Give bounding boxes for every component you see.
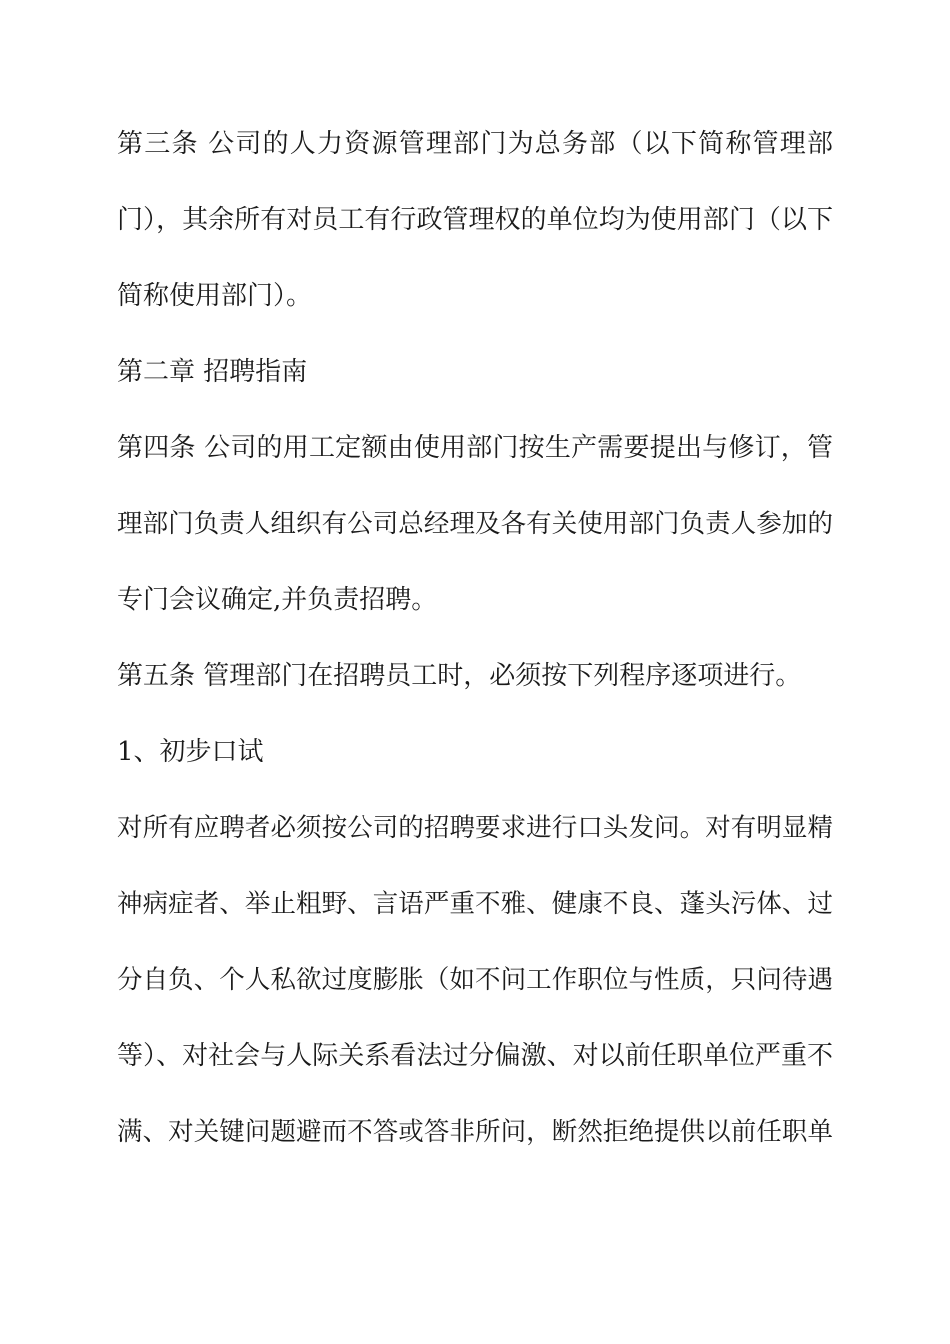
paragraph-line-interview-1: 对所有应聘者必须按公司的招聘要求进行口头发问。对有明显精 [117,813,833,843]
paragraph-line-interview-4: 等）、对社会与人际关系看法过分偏激、对以前任职单位严重不 [117,1041,833,1071]
paragraph-line-article5: 第五条 管理部门在招聘员工时，必须按下列程序逐项进行。 [117,661,802,691]
paragraph-line-article4-3: 专门会议确定,并负责招聘。 [117,585,438,615]
paragraph-line-article3-2: 门），其余所有对员工有行政管理权的单位均为使用部门（以下 [117,205,833,235]
chapter-heading: 第二章 招聘指南 [117,357,308,387]
paragraph-line-interview-2: 神病症者、举止粗野、言语严重不雅、健康不良、蓬头污体、过 [117,889,833,919]
paragraph-line-article4-1: 第四条 公司的用工定额由使用部门按生产需要提出与修订，管 [117,433,833,463]
list-item-heading: 1、初步口试 [117,737,264,767]
paragraph-line-article3-3: 简称使用部门）。 [117,281,313,311]
paragraph-line-article4-2: 理部门负责人组织有公司总经理及各有关使用部门负责人参加的 [117,509,833,539]
paragraph-line-interview-5: 满、对关键问题避而不答或答非所问，断然拒绝提供以前任职单 [117,1117,833,1147]
paragraph-line-article3-1: 第三条 公司的人力资源管理部门为总务部（以下简称管理部 [117,129,833,159]
paragraph-line-interview-3: 分自负、个人私欲过度膨胀（如不问工作职位与性质，只问待遇 [117,965,833,995]
document-body [117,124,833,1188]
